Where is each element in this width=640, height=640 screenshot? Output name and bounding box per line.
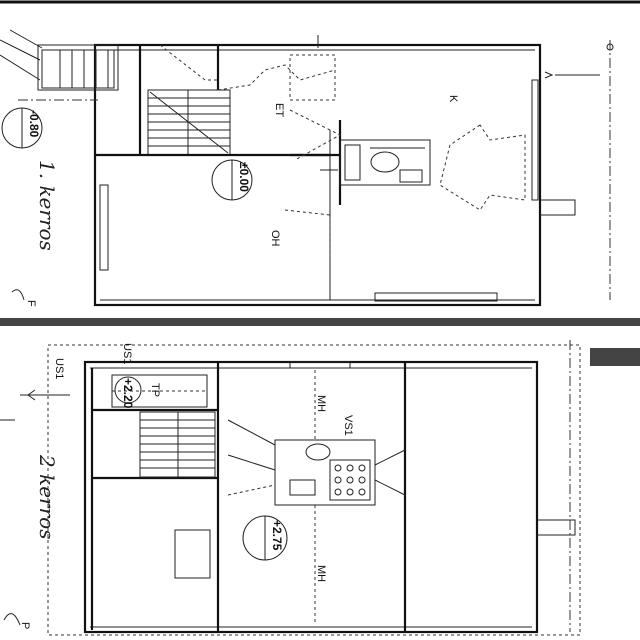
room-label-hall: ET [273, 103, 285, 118]
floor2-stairs [140, 412, 215, 477]
room-label-kitchen: K [447, 95, 459, 103]
floor2-handwritten-label: 2 kerros [35, 455, 59, 540]
floor2-letter-p: P [19, 622, 31, 630]
floor1-window-left [100, 185, 108, 270]
svg-text:+2.75: +2.75 [270, 520, 284, 551]
svg-text:-0.80: -0.80 [27, 110, 41, 138]
floor1-outer-wall [95, 45, 540, 305]
floor1-stairs [148, 90, 230, 155]
svg-text:±0.00: ±0.00 [237, 162, 251, 192]
floor2-bathroom [275, 440, 375, 505]
label-us1-top: US1 [121, 343, 133, 365]
label-mh-bottom: MH [315, 565, 327, 583]
label-us1-left: US1 [53, 358, 65, 380]
floor2-closet [175, 530, 210, 578]
floor1-plan [0, 30, 613, 307]
label-tp: TP [149, 383, 161, 398]
level-marker-floor2-stair [115, 377, 141, 409]
label-mh-top: MH [315, 395, 327, 413]
floor1-handwritten-label: 1. kerros [35, 160, 59, 251]
floor1-letter-f: F [25, 300, 37, 307]
floor2-outer-wall [85, 362, 537, 632]
room-label-living: OH [269, 230, 281, 247]
label-vs1: VS1 [342, 415, 354, 436]
floor2-plan [0, 340, 580, 635]
divider-tab [590, 348, 640, 366]
level-marker-floor2-center [243, 516, 287, 560]
sheet-divider [0, 318, 640, 326]
level-marker-floor1-center [212, 160, 252, 200]
floor1-entry-box [38, 45, 118, 90]
level-marker-floor1-left [2, 108, 42, 148]
floor1-wc [340, 140, 430, 185]
svg-text:+2.20: +2.20 [121, 378, 135, 409]
